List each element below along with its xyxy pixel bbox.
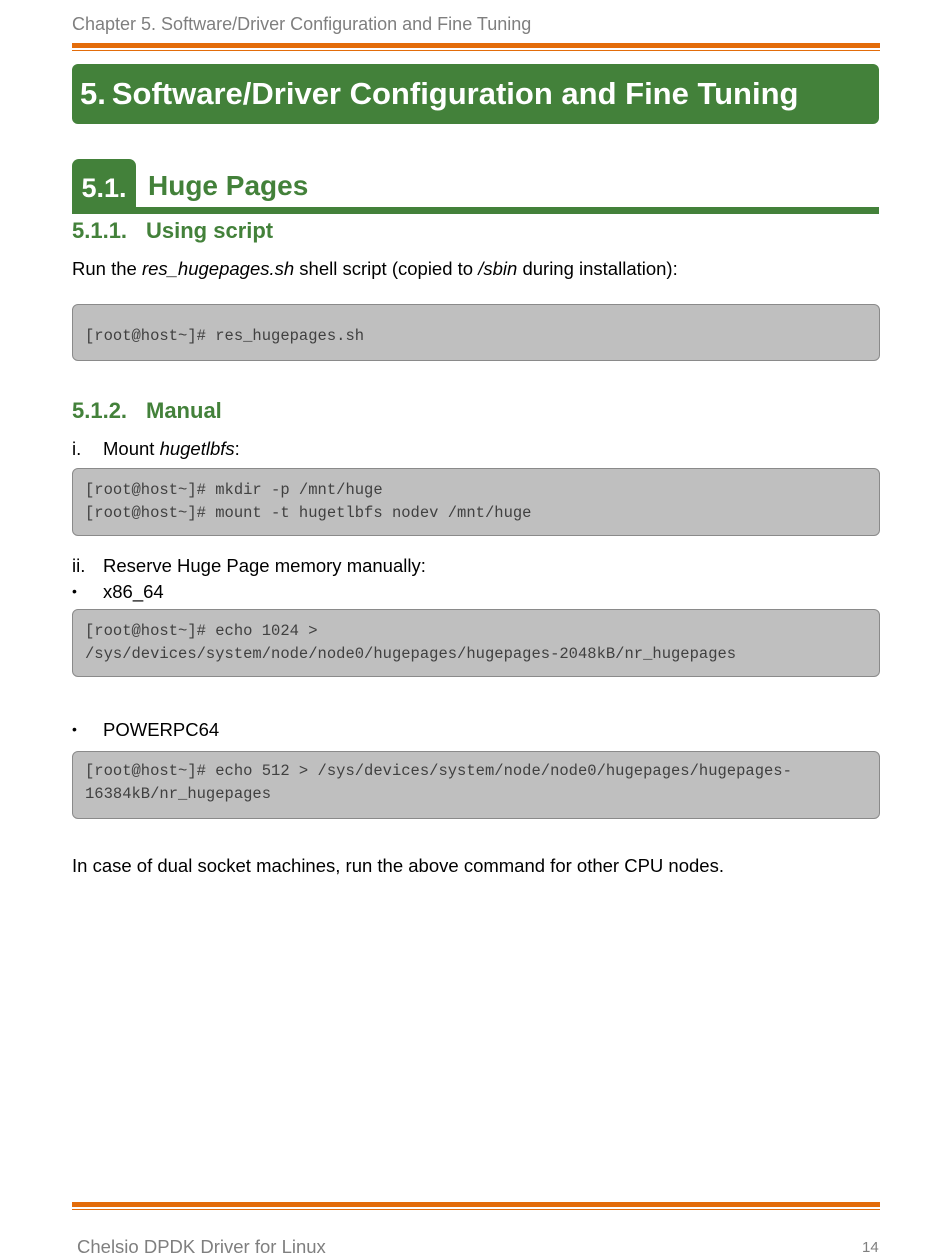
text-run: during installation): bbox=[517, 258, 678, 279]
footer-rule-thin bbox=[72, 1209, 880, 1210]
chapter-title: Software/Driver Configuration and Fine Tuning bbox=[111, 76, 799, 111]
text-run: Run the bbox=[72, 258, 142, 279]
text-run: shell script (copied to bbox=[294, 258, 479, 279]
code-line: [root@host~]# echo 512 > /sys/devices/system/node/node0/hugepages/hugepages- bbox=[85, 762, 792, 780]
subsection-number: 5.1.2. bbox=[72, 398, 128, 423]
script-name: res_hugepages.sh bbox=[141, 258, 295, 279]
footer-doc-title: Chelsio DPDK Driver for Linux bbox=[77, 1236, 326, 1257]
text-run: Reserve Huge Page memory manually: bbox=[103, 555, 426, 576]
code-block-script bbox=[72, 304, 880, 361]
subsection-heading-manual bbox=[72, 398, 222, 424]
code-line: [root@host~]# echo 1024 > bbox=[85, 622, 318, 640]
subsection-heading-using-script bbox=[72, 218, 273, 244]
subsection-title: Using script bbox=[146, 218, 274, 243]
page-number: 14 bbox=[862, 1239, 879, 1256]
section-underline bbox=[72, 207, 879, 214]
code-line: [root@host~]# res_hugepages.sh bbox=[85, 327, 365, 345]
text-run: Mount bbox=[103, 438, 160, 459]
bullet-x86-64 bbox=[72, 581, 164, 603]
subsection-title: Manual bbox=[146, 398, 222, 423]
section-number-tab: 5.1. bbox=[72, 159, 136, 213]
bullet-marker: • bbox=[72, 583, 77, 599]
code-line: 16384kB/nr_hugepages bbox=[85, 785, 272, 803]
list-marker: i. bbox=[72, 438, 82, 459]
subsection-number: 5.1.1. bbox=[72, 218, 128, 243]
bullet-marker: • bbox=[72, 721, 77, 737]
footer-rule-thick bbox=[72, 1202, 880, 1207]
closing-note: In case of dual socket machines, run the above command for other CPU nodes. bbox=[72, 855, 724, 876]
code-block-powerpc bbox=[72, 751, 880, 819]
section-title: Huge Pages bbox=[148, 170, 309, 201]
code-block-mount bbox=[72, 468, 880, 536]
chapter-heading bbox=[72, 64, 879, 124]
step-mount bbox=[72, 438, 240, 460]
running-header: Chapter 5. Software/Driver Configuration and Fine Tuning bbox=[72, 14, 532, 34]
list-marker: ii. bbox=[72, 555, 86, 576]
code-line: [root@host~]# mount -t hugetlbfs nodev /mnt/huge bbox=[85, 504, 532, 522]
chapter-number: 5. bbox=[80, 76, 106, 111]
sbin-path: /sbin bbox=[478, 258, 518, 279]
text-run: : bbox=[234, 438, 240, 459]
header-rule-thin bbox=[72, 50, 880, 51]
script-instruction bbox=[72, 258, 678, 280]
code-block-x86 bbox=[72, 609, 880, 677]
code-line: /sys/devices/system/node/node0/hugepages/hugepages-2048kB/nr_hugepages bbox=[85, 645, 737, 663]
step-reserve bbox=[72, 555, 426, 577]
header-rule-thick bbox=[72, 43, 880, 48]
bullet-label: x86_64 bbox=[103, 581, 164, 602]
fs-name: hugetlbfs bbox=[159, 438, 235, 459]
bullet-label: POWERPC64 bbox=[103, 719, 220, 740]
bullet-powerpc64 bbox=[72, 719, 219, 741]
code-line: [root@host~]# mkdir -p /mnt/huge bbox=[85, 481, 383, 499]
